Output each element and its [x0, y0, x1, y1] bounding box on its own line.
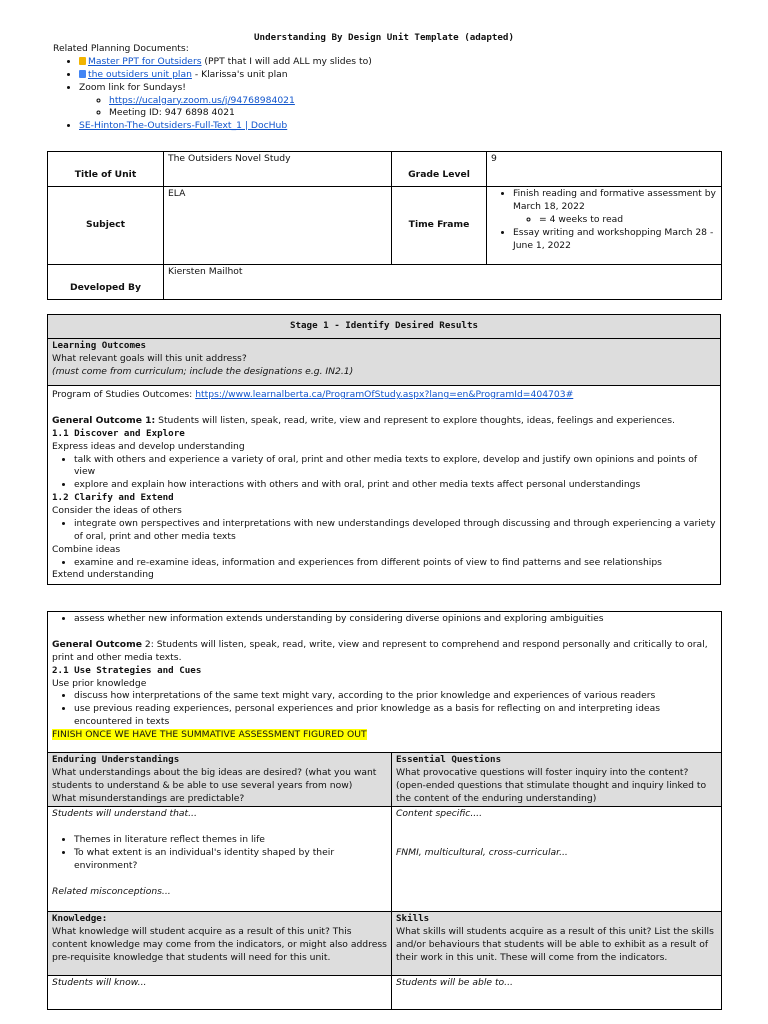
- fnmi-lead: FNMI, multicultural, cross-curricular...: [396, 847, 568, 859]
- essential-questions-title: Essential Questions: [396, 753, 502, 765]
- outcome-bullet: • discuss how interpretations of the same text might vary, according to the prior knowledge and experiences of various readers: [74, 690, 717, 703]
- unit-plan-note: - Klarissa's unit plan: [191, 68, 288, 80]
- able-lead: Students will be able to...: [396, 976, 513, 988]
- title-value: The Outsiders Novel Study: [164, 152, 392, 187]
- outcome-bullet: • use previous reading experiences, personal experiences and prior knowledge as a basis for reflecting on and interpreting ideas encountered in texts: [74, 703, 717, 729]
- general-outcome-2: General Outcome 2: Students will listen, speak, read, write, view and represent to comprehend and respond personally and critically to oral, print and other media texts.: [52, 638, 708, 663]
- slides-icon: [79, 57, 86, 65]
- extend-understanding: Extend understanding: [52, 569, 154, 581]
- knowledge-question: What knowledge will student acquire as a result of this unit? This content knowledge may come from the indicators, or might also address pre-requisite knowledge that students will need for this unit.: [52, 926, 387, 963]
- developed-by-label: Developed By: [48, 265, 164, 300]
- grade-label: Grade Level: [392, 152, 487, 187]
- related-item-ppt: [79, 56, 733, 69]
- stage1-header: Stage 1 - Identify Desired Results: [48, 315, 721, 339]
- related-item-unit-plan: [79, 69, 733, 82]
- content-specific-lead: Content specific....: [396, 808, 483, 820]
- subject-label: Subject: [48, 187, 164, 265]
- learning-outcomes-cell: [48, 339, 721, 386]
- subject-value: ELA: [164, 187, 392, 265]
- related-documents: [53, 43, 733, 133]
- knowledge-title: Knowledge:: [52, 913, 108, 925]
- meeting-id-item: [109, 107, 733, 120]
- meeting-id: Meeting ID: 947 6898 4021: [109, 107, 235, 119]
- section-2-1: 2.1 Use Strategies and Cues: [52, 664, 202, 676]
- program-of-studies: Program of Studies Outcomes: https://www.learnalberta.ca/ProgramOfStudy.aspx?lang=en&ProgramId=404703#: [52, 389, 574, 400]
- outcome-bullet: • integrate own perspectives and interpretations with new understandings developed through discussing and through experiencing a variety of oral, print and other media texts: [74, 518, 716, 544]
- learning-outcomes-title: Learning Outcomes: [52, 340, 147, 351]
- understanding-bullet: • Themes in literature reflect themes in life: [74, 834, 387, 847]
- outcome-bullet: • assess whether new information extends understanding by considering diverse opinions and exploring ambiguities: [74, 613, 717, 626]
- learning-outcomes-note: (must come from curriculum; include the designations e.g. IN2.1): [52, 365, 354, 377]
- timeframe-label: Time Frame: [392, 187, 487, 265]
- section-1-2-sub: Consider the ideas of others: [52, 505, 182, 516]
- related-item-zoom: [79, 82, 733, 121]
- related-list: [53, 56, 733, 133]
- general-outcome-1: General Outcome 1: Students will listen, speak, read, write, view and represent to explore thoughts, ideas, feelings and experiences.: [52, 414, 675, 426]
- stage1-table: [47, 314, 721, 585]
- skills-question: What skills will students acquire as a result of this unit? List the skills and/or behaviours that students will be able to exhibit as a result of their work in this unit. These will come from the indicators.: [396, 926, 714, 963]
- essential-questions-content: [392, 807, 722, 912]
- skills-content: [392, 975, 722, 1009]
- understand-lead: Students will understand that...: [52, 808, 197, 820]
- know-lead: Students will know...: [52, 976, 147, 988]
- essential-questions-question: What provocative questions will foster inquiry into the content? (open-ended questions that stimulate thought and inquiry linked to the content of the enduring understanding): [396, 766, 707, 804]
- ppt-note: (PPT that I will add ALL my slides to): [201, 55, 372, 67]
- finish-note: FINISH ONCE WE HAVE THE SUMMATIVE ASSESSMENT FIGURED OUT: [52, 729, 367, 740]
- section-1-2: 1.2 Clarify and Extend: [52, 492, 174, 504]
- enduring-understandings-question: What understandings about the big ideas are desired? (what you want students to understand & be able to use several years from now): [52, 766, 377, 791]
- misunderstandings-question: What misunderstandings are predictable?: [52, 792, 245, 804]
- zoom-link[interactable]: https://ucalgary.zoom.us/j/94768984021: [109, 94, 295, 106]
- zoom-label: Zoom link for Sundays!: [79, 81, 186, 93]
- docs-icon: [79, 70, 86, 78]
- timeframe-value: [487, 187, 722, 265]
- essential-questions-header: [392, 752, 722, 807]
- outcome-bullet: • examine and re-examine ideas, information and experiences from different points of view to find patterns and see relationships: [74, 557, 716, 570]
- enduring-understandings-title: Enduring Understandings: [52, 753, 180, 765]
- outcome-bullet: • talk with others and experience a variety of oral, print and other media texts to explore, develop and justify own opinions and points of view: [74, 454, 716, 480]
- section-2-1-sub: Use prior knowledge: [52, 677, 147, 689]
- knowledge-header: [48, 912, 392, 976]
- title-label: Title of Unit: [48, 152, 164, 187]
- unit-info-table: [47, 151, 722, 300]
- program-of-studies-link[interactable]: https://www.learnalberta.ca/ProgramOfStudy.aspx?lang=en&ProgramId=404703#: [195, 389, 574, 400]
- outcomes-continued-cell: [48, 612, 722, 753]
- developed-by-value: Kiersten Mailhot: [164, 265, 722, 300]
- enduring-understandings-header: [48, 752, 392, 807]
- knowledge-content: [48, 975, 392, 1009]
- timeframe-item: • Essay writing and workshopping March 28 - June 1, 2022: [513, 227, 717, 253]
- related-heading: Related Planning Documents:: [53, 43, 189, 54]
- timeframe-subitem: ◦ = 4 weeks to read: [539, 214, 717, 227]
- outcome-bullet: • explore and explain how interactions with others and with oral, print and other media texts affect personal understandings: [74, 479, 716, 492]
- learning-outcomes-question: What relevant goals will this unit address?: [52, 352, 247, 364]
- combine-ideas: Combine ideas: [52, 543, 121, 555]
- timeframe-item: • Finish reading and formative assessment by March 18, 2022 ◦ = 4 weeks to read: [513, 188, 717, 227]
- skills-header: [392, 912, 722, 976]
- understanding-bullet: • To what extent is an individual's identity shaped by their environment?: [74, 847, 387, 873]
- section-1-1-sub: Express ideas and develop understanding: [52, 440, 245, 452]
- skills-title: Skills: [396, 913, 430, 925]
- unit-plan-link[interactable]: the outsiders unit plan: [88, 68, 192, 80]
- related-item-dochub: [79, 120, 733, 133]
- zoom-url-item: [109, 95, 733, 108]
- ppt-link[interactable]: Master PPT for Outsiders: [88, 55, 202, 67]
- enduring-understandings-content: [48, 807, 392, 912]
- dochub-link[interactable]: SE-Hinton-The-Outsiders-Full-Text_1 | DocHub: [79, 120, 288, 132]
- outcomes-cell: [48, 386, 721, 585]
- misconceptions-lead: Related misconceptions...: [52, 885, 171, 897]
- stage1-continued-table: [47, 611, 722, 1010]
- document-title: Understanding By Design Unit Template (adapted): [254, 32, 514, 43]
- grade-value: 9: [487, 152, 722, 187]
- section-1-1: 1.1 Discover and Explore: [52, 427, 185, 439]
